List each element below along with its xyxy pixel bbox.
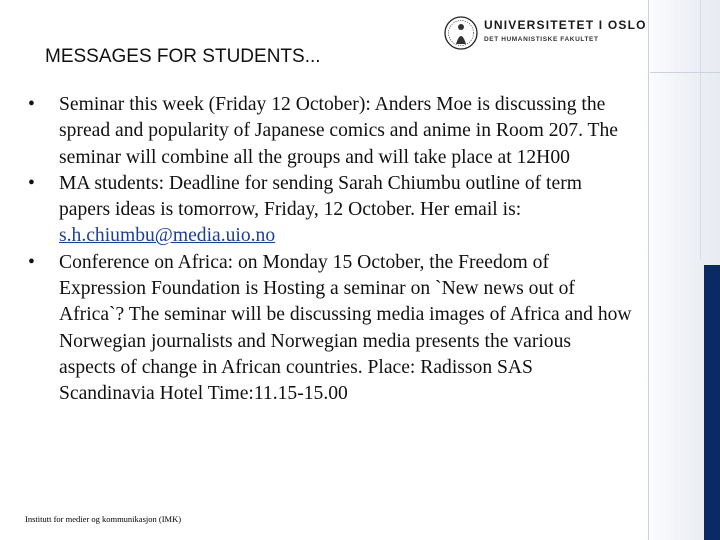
list-item — [28, 250, 632, 408]
list-item — [28, 92, 632, 171]
bullet-icon: • — [28, 172, 35, 194]
email-link[interactable]: s.h.chiumbu@media.uio.no — [59, 225, 276, 247]
university-name: UNIVERSITETET I OSLO — [484, 18, 647, 32]
message-list — [28, 92, 632, 408]
message-text: Conference on Africa: on Monday 15 October, the Freedom of Expression Foundation is Hosting a seminar on `New news out of Africa`? The seminar will be discussing media images of Africa and how Norwegian journalists and Norwegian media presents the various aspects of change in African countries. Place: Radisson SAS Scandinavia Hotel Time:11.15-15.00 — [59, 251, 632, 405]
footer-institute: Institutt for medier og kommunikasjon (IMK) — [25, 514, 182, 524]
decorative-side-bar — [704, 265, 720, 540]
decorative-line — [650, 72, 720, 73]
decorative-line — [700, 0, 701, 260]
message-text: MA students: Deadline for sending Sarah Chiumbu outline of term papers ideas is tomorrow, Friday, 12 October. Her email is: — [59, 172, 582, 221]
university-seal-icon — [443, 14, 479, 52]
list-item — [28, 171, 632, 250]
university-logo — [440, 14, 647, 54]
message-text: Seminar this week (Friday 12 October): Anders Moe is discussing the spread and popularity of Japanese comics and anime in Room 207. The seminar will combine all the groups and will take place at 12H00 — [59, 94, 619, 168]
bullet-icon: • — [28, 94, 35, 115]
faculty-name: DET HUMANISTISKE FAKULTET — [484, 36, 599, 43]
page-title: MESSAGES FOR STUDENTS... — [45, 46, 321, 67]
bullet-icon: • — [28, 251, 35, 273]
decorative-line — [648, 0, 649, 540]
